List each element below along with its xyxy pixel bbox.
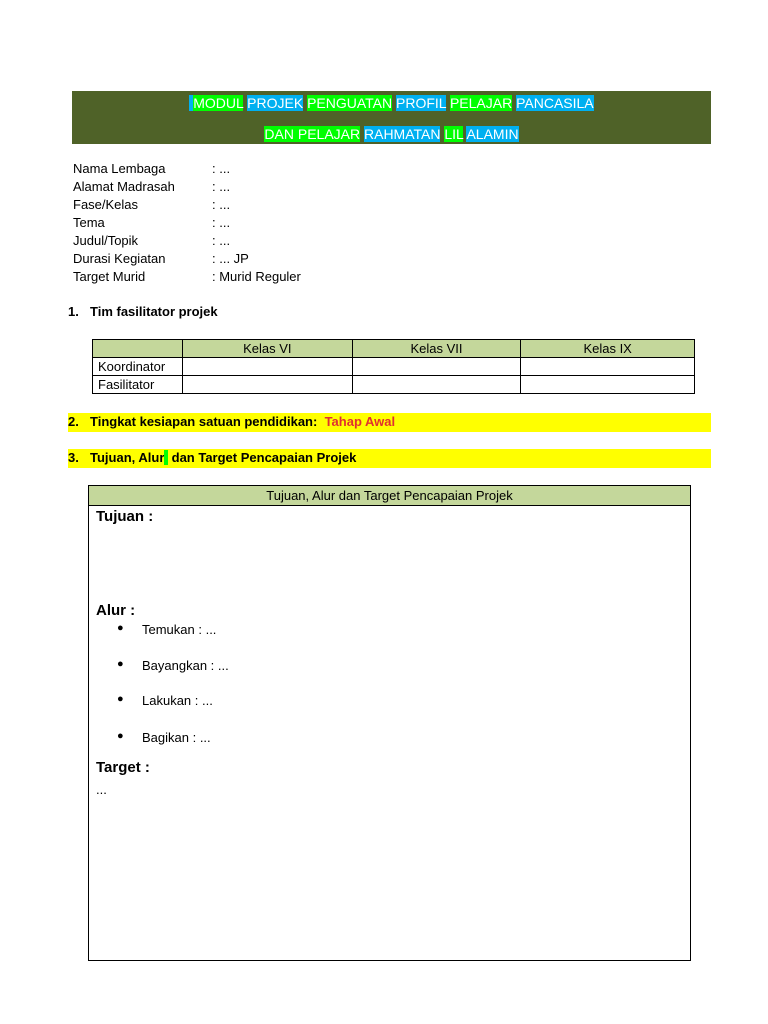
target-value[interactable]: ... (96, 782, 107, 797)
title-word: LIL (444, 126, 464, 142)
bullet-icon: ● (117, 622, 124, 634)
objectives-box: Tujuan, Alur dan Target Pencapaian Projek Tujuan : Alur : ● Temukan : ... ● Bayangkan : ... ● Lakukan : ... ● Bagikan : ... Target : ... (88, 485, 691, 961)
table-header-row (93, 340, 695, 358)
section-title: Tujuan, Alur (90, 450, 165, 465)
info-value: : ... (212, 233, 231, 248)
title-word: RAHMATAN (364, 126, 441, 142)
section-title: Tim fasilitator projek (90, 304, 218, 319)
info-value: : ... (212, 197, 231, 212)
table-cell: Fasilitator (93, 376, 183, 394)
tujuan-label: Tujuan : (96, 508, 154, 525)
table-cell: Koordinator (93, 358, 183, 376)
info-label: Tema (73, 215, 105, 230)
section-number: 1. (68, 304, 79, 319)
bullet-icon: ● (117, 730, 124, 742)
info-label: Target Murid (73, 269, 146, 284)
title-word: DAN PELAJAR (264, 126, 361, 142)
facilitator-table (92, 339, 695, 394)
table-cell[interactable] (521, 376, 695, 394)
table-cell[interactable] (521, 358, 695, 376)
table-cell[interactable] (352, 358, 521, 376)
table-cell[interactable] (352, 376, 521, 394)
title-line-1 (72, 94, 711, 112)
title-word: PENGUATAN (307, 95, 393, 111)
bullet-icon: ● (117, 693, 124, 705)
info-label: Durasi Kegiatan (73, 251, 166, 266)
info-label: Alamat Madrasah (73, 179, 175, 194)
section-title: Tingkat kesiapan satuan pendidikan: (90, 414, 318, 429)
target-label: Target : (96, 759, 150, 776)
table-row (93, 358, 695, 376)
info-value: : ... JP (212, 251, 249, 266)
title-word: MODUL (193, 95, 244, 111)
info-label: Nama Lembaga (73, 161, 166, 176)
readiness-value: Tahap Awal (324, 414, 396, 429)
table-header-cell: Kelas IX (521, 340, 695, 358)
info-value: : Murid Reguler (212, 269, 301, 284)
table-cell[interactable] (182, 358, 352, 376)
section-3-heading (68, 449, 711, 467)
title-word: PROFIL (396, 95, 447, 111)
objectives-box-header: Tujuan, Alur dan Target Pencapaian Projek (89, 486, 690, 506)
title-word: PANCASILA (516, 95, 594, 111)
info-value: : ... (212, 215, 231, 230)
title-word: ALAMIN (466, 126, 519, 142)
table-header-cell (93, 340, 183, 358)
info-value: : ... (212, 179, 231, 194)
title-word: PELAJAR (449, 95, 513, 111)
title-banner (72, 91, 711, 144)
info-label: Fase/Kelas (73, 197, 139, 212)
section-2-heading (68, 413, 711, 431)
table-header-cell: Kelas VI (182, 340, 352, 358)
section-1-heading (68, 303, 468, 321)
section-title: dan Target Pencapaian Projek (168, 450, 357, 465)
alur-label: Alur : (96, 602, 136, 619)
table-header-cell: Kelas VII (352, 340, 521, 358)
section-number: 2. (68, 414, 79, 429)
table-row (93, 376, 695, 394)
section-number: 3. (68, 450, 79, 465)
title-line-2 (72, 125, 711, 143)
info-value: : ... (212, 161, 231, 176)
table-cell[interactable] (182, 376, 352, 394)
title-word: PROJEK (247, 95, 304, 111)
info-label: Judul/Topik (73, 233, 139, 248)
bullet-icon: ● (117, 658, 124, 670)
